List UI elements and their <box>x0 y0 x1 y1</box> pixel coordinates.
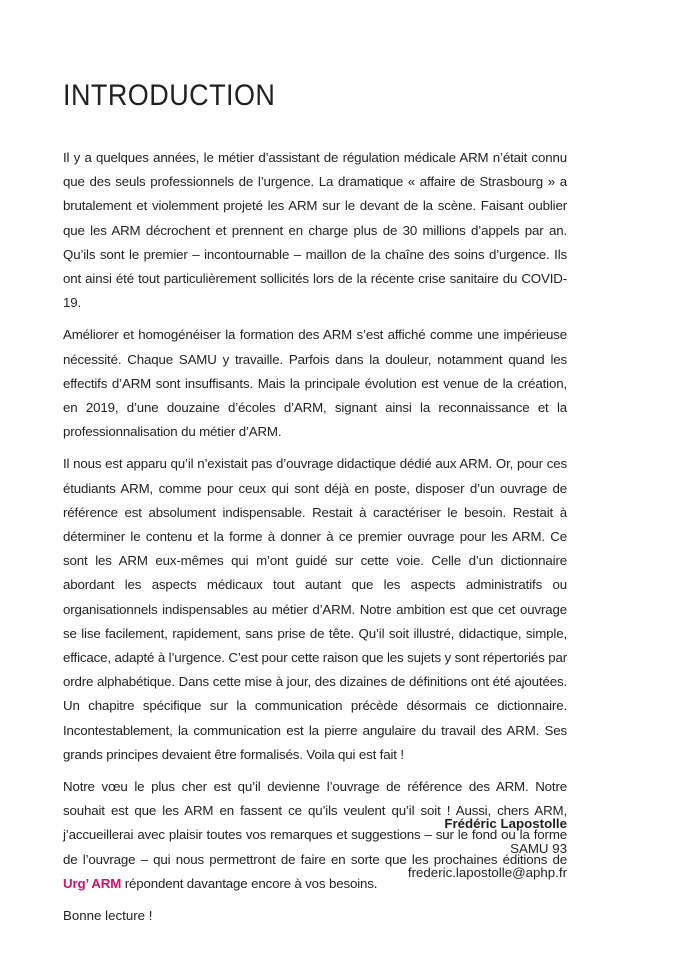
paragraph-3: Il nous est apparu qu’il n’existait pas d’ouvrage didactique dédié aux ARM. Or, pour ces étudiants ARM, comme pour ceux qui sont déjà en poste, disposer d’un ouvrage de référence est absolument indispensable. Restait à caractériser le besoin. Restait à déterminer le contenu et la forme à donner à ce premier ouvrage pour les ARM. Ce sont les ARM eux-mêmes qui m’ont guidé sur cette voie. Celle d’un dictionnaire abordant les aspects médicaux tout autant que les aspects administratifs ou organisationnels indispensables au métier d’ARM. Notre ambition est que cet ouvrage se lise facilement, rapidement, sans prise de tête. Qu’il soit illustré, didactique, simple, efficace, adapté à l’urgence. C’est pour cette raison que les sujets y sont répertoriés par ordre alphabétique. Dans cette mise à jour, des dizaines de définitions ont été ajoutées. Un chapitre spécifique sur la communication précède désormais ce dictionnaire. Incontestablement, la communication est la pierre angulaire du travail des ARM. Ses grands principes devaient être formalisés. Voila qui est fait ! <box>63 456 567 762</box>
author-name: Frédéric Lapostolle <box>444 816 567 831</box>
paragraph-1: Il y a quelques années, le métier d’assistant de régulation médicale ARM n’était connu que des seuls professionnels de l’urgence. La dramatique « affaire de Strasbourg » a brutalement et violemment projeté les ARM sur le devant de la scène. Faisant oublier que les ARM décrochent et prennent en charge plus de 30 millions d’appels par an. Qu’ils sont le premier – incontournable – maillon de la chaîne des soins d’urgence. Ils ont ainsi été tout particulièrement sollicités lors de la récente crise sanitaire du COVID-19. <box>63 150 567 311</box>
author-email: frederic.lapostolle@aphp.fr <box>407 865 567 880</box>
paragraph-2: Améliorer et homogénéiser la formation des ARM s’est affiché comme une impérieuse nécessité. Chaque SAMU y travaille. Parfois dans la douleur, notamment quand les effectifs d’ARM sont insuffisants. Mais la principale évolution est venue de la création, en 2019, d’une douzaine d’écoles d’ARM, signant ainsi la reconnaissance et la professionnalisation du métier d’ARM. <box>63 327 567 440</box>
paragraph-4-before: Notre vœu le plus cher est qu’il devienne l’ouvrage de référence des ARM. Notre souhait est que les ARM en fassent ce qu’ils veulent qu’il soit ! Aussi, chers ARM, j’accueillerai avec plaisir toutes vos remarques et suggestions – sur le fond ou la forme de l’ouvrage – qui nous permettront de faire en sorte que les prochaines éditions de <box>63 779 567 867</box>
signoff: Bonne lecture ! <box>63 908 153 924</box>
page-title: INTRODUCTION <box>63 79 276 112</box>
paragraph-4-after: répondent davantage encore à vos besoins. <box>121 875 378 891</box>
brand-name: Urg’ ARM <box>63 875 122 891</box>
signature-block <box>63 812 567 886</box>
author-affiliation: SAMU 93 <box>510 840 567 856</box>
